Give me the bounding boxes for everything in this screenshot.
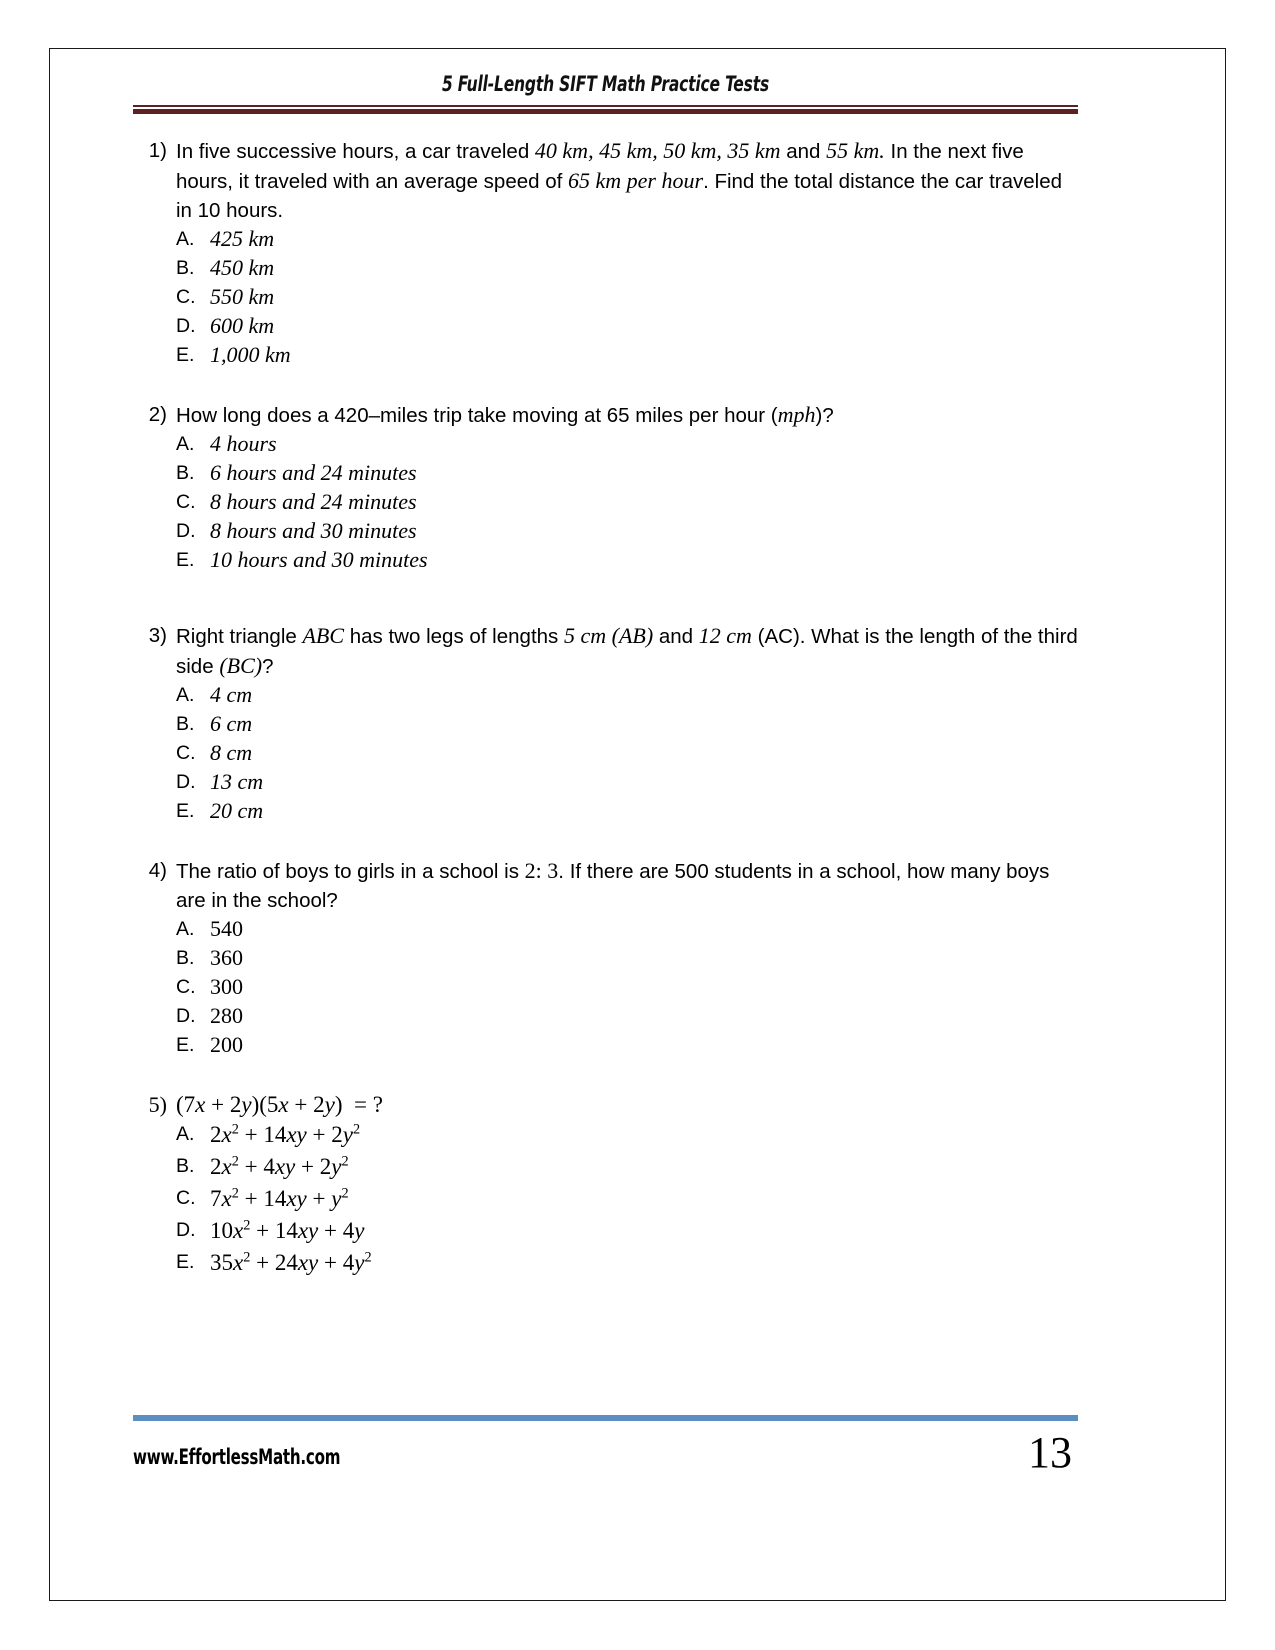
footer-row xyxy=(133,1428,1078,1477)
question-item xyxy=(133,1090,1078,1279)
choice-item[interactable] xyxy=(176,1247,1078,1279)
choice-text: $7x^2 + 14xy + y^2$ xyxy=(210,1185,349,1211)
choice-letter: E. xyxy=(176,344,195,366)
header-title: 5 Full-Length SIFT Math Practice Tests xyxy=(441,72,770,96)
question-list xyxy=(133,136,1078,1279)
choice-item[interactable] xyxy=(176,1151,1078,1183)
question-stem xyxy=(176,856,1078,915)
choice-letter: B. xyxy=(176,947,195,969)
choice-text: $35x^2 + 24xy + 4y^2$ xyxy=(210,1249,372,1275)
choice-item[interactable] xyxy=(176,312,1078,341)
choice-letter: C. xyxy=(176,286,196,308)
stem-math: 12 cm xyxy=(698,623,752,648)
choice-item[interactable] xyxy=(176,681,1078,710)
stem-text: In the next five hours, it traveled with an average speed of xyxy=(176,140,1024,193)
choice-letter: A. xyxy=(176,684,195,706)
stem-math: ABC xyxy=(302,623,345,648)
choice-item[interactable] xyxy=(176,225,1078,254)
choice-item[interactable] xyxy=(176,459,1078,488)
choice-item[interactable] xyxy=(176,283,1078,312)
choice-letter: D. xyxy=(176,1219,196,1241)
stem-text: has two legs of lengths xyxy=(344,625,564,648)
stem-text: How long does a 420–miles trip take moving at 65 miles per hour ( xyxy=(176,404,778,427)
question-item xyxy=(133,136,1078,370)
stem-text: In five successive hours, a car traveled xyxy=(176,140,535,163)
choice-letter: A. xyxy=(176,1123,195,1145)
stem-math: 55 km. xyxy=(826,138,885,163)
choice-item[interactable] xyxy=(176,430,1078,459)
choice-letter: C. xyxy=(176,491,196,513)
stem-math: 2: 3 xyxy=(524,858,559,883)
page-header xyxy=(133,72,1078,114)
spacer xyxy=(133,1060,1078,1090)
stem-text: . Find the total distance the car traveled in 10 hours. xyxy=(176,170,1063,222)
choice-text: 10 hours and 30 minutes xyxy=(210,547,428,572)
question-number: 3) xyxy=(148,624,167,647)
choice-text: 360 xyxy=(210,945,243,970)
page-number: 13 xyxy=(1028,1428,1072,1477)
choice-text: 550 km xyxy=(210,284,275,309)
choice-item[interactable] xyxy=(176,768,1078,797)
stem-math: 65 km per hour xyxy=(568,168,704,193)
choice-item[interactable] xyxy=(176,517,1078,546)
question-stem: (7x + 2y)(5x + 2y) = ? xyxy=(176,1092,383,1117)
choice-text: 4 cm xyxy=(210,682,253,707)
choice-letter: D. xyxy=(176,520,196,542)
question-stem xyxy=(176,621,1078,681)
choice-item[interactable] xyxy=(176,739,1078,768)
choice-text: 6 hours and 24 minutes xyxy=(210,460,417,485)
stem-text: (AC). What is the length of the third side xyxy=(176,625,1078,678)
choice-text: 8 hours and 24 minutes xyxy=(210,489,417,514)
choice-letter: D. xyxy=(176,771,196,793)
stem-math: (BC) xyxy=(219,653,263,678)
choice-text: $2x^2 + 14xy + 2y^2$ xyxy=(210,1121,361,1147)
choice-item[interactable] xyxy=(176,1031,1078,1060)
spacer xyxy=(133,826,1078,856)
spacer xyxy=(133,370,1078,400)
choice-text: 8 cm xyxy=(210,740,253,765)
choice-text: 450 km xyxy=(210,255,275,280)
stem-text: The ratio of boys to girls in a school is xyxy=(176,860,525,883)
choice-letter: B. xyxy=(176,257,195,279)
choice-item[interactable] xyxy=(176,488,1078,517)
choice-letter: C. xyxy=(176,976,196,998)
choice-item[interactable] xyxy=(176,944,1078,973)
stem-text: ? xyxy=(262,655,274,678)
choice-item[interactable] xyxy=(176,1215,1078,1247)
choice-list xyxy=(176,225,1078,370)
question-stem xyxy=(176,136,1078,225)
spacer xyxy=(133,575,1078,621)
question-number: 1) xyxy=(148,139,167,162)
choice-letter: B. xyxy=(176,462,195,484)
choice-item[interactable] xyxy=(176,341,1078,370)
question-number: 2) xyxy=(148,403,167,426)
footer-rule xyxy=(133,1415,1078,1421)
question-item xyxy=(133,856,1078,1060)
choice-item[interactable] xyxy=(176,973,1078,1002)
stem-math: 40 km, 45 km, 50 km, 35 km xyxy=(534,138,781,163)
choice-item[interactable] xyxy=(176,1002,1078,1031)
choice-letter: C. xyxy=(176,1187,196,1209)
choice-letter: A. xyxy=(176,228,195,250)
stem-text: Right triangle xyxy=(176,625,303,648)
header-rule-thin xyxy=(133,105,1078,107)
stem-math: 5 cm (AB) xyxy=(563,623,654,648)
stem-text: . If there are 500 students in a school, how many boys are in the school? xyxy=(176,860,1050,912)
choice-letter: B. xyxy=(176,713,195,735)
choice-list xyxy=(176,681,1078,826)
choice-text: 4 hours xyxy=(210,431,277,456)
choice-letter: E. xyxy=(176,1034,195,1056)
choice-item[interactable] xyxy=(176,710,1078,739)
choice-text: 1,000 km xyxy=(210,342,291,367)
choice-item[interactable] xyxy=(176,1183,1078,1215)
stem-text: and xyxy=(780,140,827,163)
choice-item[interactable] xyxy=(176,254,1078,283)
choice-letter: D. xyxy=(176,1005,196,1027)
choice-text: 8 hours and 30 minutes xyxy=(210,518,417,543)
choice-list xyxy=(176,1119,1078,1279)
choice-letter: E. xyxy=(176,800,195,822)
choice-text: $10x^2 + 14xy + 4y$ xyxy=(210,1217,365,1243)
choice-text: 425 km xyxy=(210,226,275,251)
choice-letter: C. xyxy=(176,742,196,764)
stem-math: mph xyxy=(777,402,816,427)
stem-text: )? xyxy=(815,404,834,427)
choice-letter: E. xyxy=(176,1251,195,1273)
choice-letter: B. xyxy=(176,1155,195,1177)
choice-letter: E. xyxy=(176,549,195,571)
choice-text: 200 xyxy=(210,1032,243,1057)
choice-text: 13 cm xyxy=(210,769,264,794)
choice-letter: A. xyxy=(176,433,195,455)
choice-item[interactable] xyxy=(176,797,1078,826)
choice-list xyxy=(176,915,1078,1060)
page-footer xyxy=(133,1415,1078,1475)
choice-text: 300 xyxy=(210,974,243,999)
question-item xyxy=(133,400,1078,575)
choice-letter: D. xyxy=(176,315,196,337)
choice-text: 20 cm xyxy=(210,798,264,823)
question-number: 4) xyxy=(148,859,167,882)
choice-item[interactable] xyxy=(176,546,1078,575)
question-stem xyxy=(176,400,1078,430)
choice-list xyxy=(176,430,1078,575)
stem-text: and xyxy=(653,625,699,648)
page-inner xyxy=(49,48,1226,1601)
choice-item[interactable] xyxy=(176,1119,1078,1151)
choice-text: $2x^2 + 4xy + 2y^2$ xyxy=(210,1153,349,1179)
choice-item[interactable] xyxy=(176,915,1078,944)
footer-website[interactable]: www.EffortlessMath.com xyxy=(133,1445,341,1469)
choice-text: 6 cm xyxy=(210,711,253,736)
choice-text: 600 km xyxy=(210,313,275,338)
choice-letter: A. xyxy=(176,918,195,940)
choice-text: 280 xyxy=(210,1003,243,1028)
choice-text: 540 xyxy=(210,916,243,941)
question-number: 5) xyxy=(148,1092,167,1117)
header-rule-thick xyxy=(133,109,1078,114)
question-item xyxy=(133,621,1078,826)
